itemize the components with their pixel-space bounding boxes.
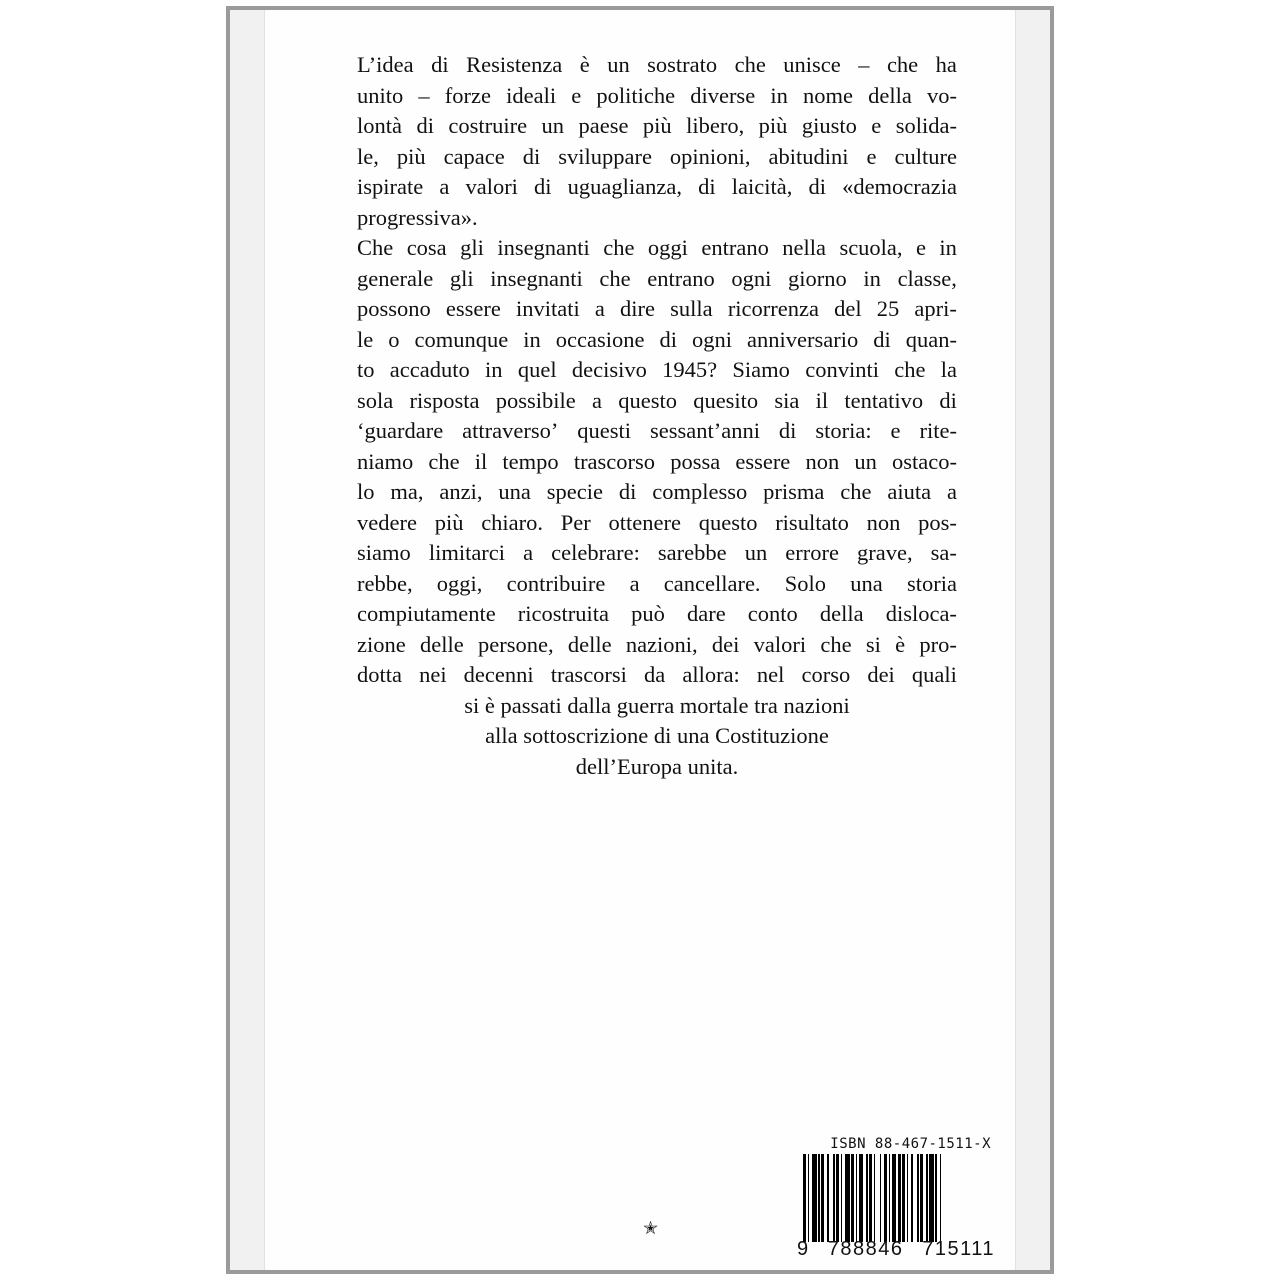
barcode-bar (880, 1154, 882, 1242)
blurb-line: L’idea di Resistenza è un sostrato che unisce – che ha (357, 52, 957, 77)
blurb-line: lo ma, anzi, una specie di complesso prisma che aiuta a (357, 479, 957, 504)
barcode-bar (866, 1154, 868, 1242)
blurb-text (357, 50, 957, 782)
barcode-bar (926, 1154, 928, 1242)
blurb-line: unito – forze ideali e politiche diverse in nome della vo- (357, 82, 957, 108)
barcode-bar (911, 1154, 913, 1242)
barcode-number (797, 1238, 995, 1261)
blurb-centered-line: dell’Europa unita. (575, 753, 739, 779)
isbn-label: ISBN 88-467-1511-X (830, 1136, 991, 1152)
barcode-bar (869, 1154, 872, 1242)
blurb-line: sola risposta possibile a questo quesito sia il tentativo di (357, 387, 957, 413)
barcode-bar (884, 1154, 887, 1242)
blurb-centered-line: alla sottoscrizione di una Costituzione (485, 723, 829, 748)
barcode-bar (833, 1154, 835, 1242)
blurb-line: generale gli insegnanti che entrano ogni giorno in classe, (357, 265, 957, 291)
blurb-line: niamo che il tempo trascorso possa essere non un ostaco- (357, 448, 957, 474)
barcode-bar (841, 1154, 843, 1242)
barcode-bar (917, 1154, 919, 1242)
barcode-bar (902, 1154, 905, 1242)
barcode-bar (856, 1154, 858, 1242)
barcode-digits-right: 715111 (922, 1238, 995, 1260)
blurb-line: rebbe, oggi, contribuire a cancellare. Solo una storia (357, 570, 957, 596)
barcode-bar (940, 1154, 942, 1242)
barcode (797, 1154, 995, 1262)
barcode-bar (892, 1154, 897, 1242)
star-ornament-icon: ✭ (643, 1218, 659, 1238)
blurb-line: ispirate a valori di uguaglianza, di laicità, di «democrazia (357, 174, 957, 199)
barcode-bar (821, 1154, 824, 1242)
barcode-bar (803, 1154, 806, 1242)
blurb-line: siamo limitarci a celebrare: sarebbe un errore grave, sa- (357, 540, 957, 565)
barcode-bar (889, 1154, 891, 1242)
blurb-line: le, più capace di sviluppare opinioni, abitudini e culture (357, 143, 957, 169)
barcode-bar (812, 1154, 817, 1242)
blurb-line: progressiva». (357, 204, 478, 230)
blurb-line: ‘guardare attraverso’ questi sessant’anni di storia: e rite- (357, 418, 957, 443)
blurb-centered-line: si è passati dalla guerra mortale tra nazioni (464, 692, 850, 718)
blurb-line: zione delle persone, delle nazioni, dei valori che si è pro- (357, 631, 957, 657)
barcode-first-digit: 9 (797, 1238, 810, 1260)
barcode-bars (803, 1154, 989, 1242)
blurb-line: possono essere invitati a dire sulla ricorrenza del 25 apri- (357, 296, 957, 321)
cover-page (264, 10, 1016, 1270)
barcode-bar (898, 1154, 901, 1242)
barcode-bar (929, 1154, 934, 1242)
barcode-digits-left: 788846 (827, 1238, 904, 1260)
barcode-bar (818, 1154, 820, 1242)
back-cover (230, 10, 1050, 1270)
blurb-line: vedere più chiaro. Per ottenere questo risultato non pos- (357, 509, 957, 535)
blurb-line: Che cosa gli insegnanti che oggi entrano nella scuola, e in (357, 235, 957, 260)
blurb-line: lontà di costruire un paese più libero, più giusto e solida- (357, 113, 957, 138)
barcode-bar (920, 1154, 923, 1242)
barcode-bar (874, 1154, 876, 1242)
barcode-bar (845, 1154, 850, 1242)
blurb-line: dotta nei decenni trascorsi da allora: nel corso dei quali (357, 662, 957, 687)
barcode-bar (836, 1154, 839, 1242)
barcode-bar (907, 1154, 909, 1242)
barcode-bar (827, 1154, 829, 1242)
cover-frame (226, 6, 1054, 1274)
blurb-line: to accaduto in quel decisivo 1945? Siamo convinti che la (357, 357, 957, 382)
barcode-bar (859, 1154, 864, 1242)
barcode-bar (851, 1154, 854, 1242)
barcode-bar (808, 1154, 810, 1242)
barcode-bar (935, 1154, 937, 1242)
blurb-line: le o comunque in occasione di ogni anniversario di quan- (357, 326, 957, 352)
blurb-line: compiutamente ricostruita può dare conto della disloca- (357, 601, 957, 626)
barcode-block (797, 1136, 995, 1262)
